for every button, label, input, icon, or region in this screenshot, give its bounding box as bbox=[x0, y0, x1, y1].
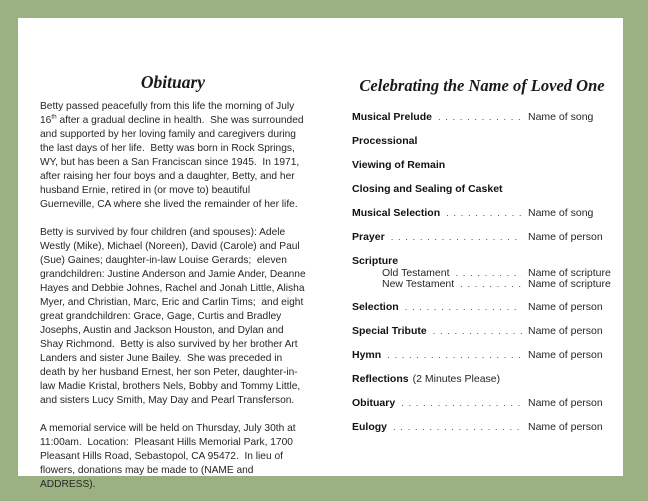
scripture-sub-value: Name of scripture bbox=[528, 267, 611, 279]
service-item-prayer bbox=[352, 232, 612, 243]
celebration-title: Celebrating the Name of Loved One bbox=[359, 76, 605, 95]
dot-leader bbox=[456, 268, 522, 279]
dot-leader bbox=[387, 350, 522, 361]
scripture-sub-value: Name of scripture bbox=[528, 278, 611, 290]
service-item-hymn bbox=[352, 350, 612, 361]
service-item-musical-selection bbox=[352, 208, 612, 219]
para1-text: Betty passed peacefully from this life the morning of July 16 bbox=[40, 101, 298, 126]
service-item-special-tribute bbox=[352, 326, 612, 337]
service-item-label: Obituary bbox=[352, 397, 396, 409]
service-item-scripture bbox=[352, 256, 612, 290]
dot-leader bbox=[391, 232, 522, 243]
service-item-closing-casket bbox=[352, 184, 612, 195]
dot-leader bbox=[433, 326, 522, 337]
service-item-label: Eulogy bbox=[352, 421, 388, 433]
service-item-label: Reflections bbox=[352, 373, 409, 385]
dot-leader bbox=[446, 208, 522, 219]
obituary-paragraph-2: Betty is survived by four children (and spouses): Adele Westly (Mike), Michael (Noreen), David (Carole) and Paul (Sue) Gaines; daughter-in-law Louise Gerards; eleven grandchildren: Justine Anderson and Jamie Ander, Deanne Hayes and Debbie Johnes, Rachel and Jonah Little, Alisha Myer, and Christian, Marc, Eric and Carlin Tims; and eight great grandchildren: Grace, Gage, Curtis and Bradley Josephs, Austin and Jackson Houston, and Dylan and Shay Richmond. Betty is also survived by her brother Art Landers and sister June Bailey. She was preceded in death by her husband Ernest, her son Peter, daughter-in-law Madie Kristal, brothers Nels, Bobby and Tommy Little, and sisters Lucy Smith, May Day and Pearl Transferson. bbox=[40, 227, 309, 406]
para1-text-cont: after a gradual decline in health. She was surrounded and supported by her loving family and caregivers during the last days of her life. Betty was born in Rock Springs, WY, but has been a San Franciscan since 1945. In 1971, after raising her four boys and a daughter, Betty, and her husband Ernie, retired in (or move to) beautiful Guerneville, CA where she lived the remainder of her life. bbox=[40, 115, 307, 210]
service-item-label: Selection bbox=[352, 301, 399, 313]
order-of-service-column bbox=[352, 76, 612, 476]
service-item-selection bbox=[352, 302, 612, 313]
service-item-label: Musical Selection bbox=[352, 207, 441, 219]
dot-leader bbox=[393, 422, 522, 433]
ordinal-superscript: th bbox=[51, 113, 57, 121]
dot-leader bbox=[460, 279, 522, 290]
service-item-reflections bbox=[352, 374, 612, 385]
service-item-label: Special Tribute bbox=[352, 325, 427, 337]
service-item-musical-prelude bbox=[352, 112, 612, 123]
dot-leader bbox=[405, 302, 522, 313]
service-item-eulogy bbox=[352, 422, 612, 433]
service-item-value: Name of person bbox=[528, 325, 603, 337]
service-item-value: Name of person bbox=[528, 349, 603, 361]
service-item-value: Name of song bbox=[528, 111, 594, 123]
service-item-viewing-of-remain bbox=[352, 160, 612, 171]
service-item-label: Hymn bbox=[352, 349, 382, 361]
scripture-sub-label: Old Testament bbox=[382, 267, 450, 279]
service-item-value: Name of person bbox=[528, 397, 603, 409]
obituary-column bbox=[40, 72, 309, 490]
service-item-label: Scripture bbox=[352, 255, 399, 267]
obituary-paragraph-1 bbox=[40, 100, 306, 212]
service-item-label: Closing and Sealing of Casket bbox=[352, 183, 503, 195]
service-item-label: Viewing of Remain bbox=[352, 159, 446, 171]
program-page bbox=[18, 18, 623, 490]
dot-leader bbox=[401, 398, 522, 409]
service-item-label: Prayer bbox=[352, 231, 385, 243]
service-item-obituary bbox=[352, 398, 612, 409]
service-item-label: Musical Prelude bbox=[352, 111, 432, 123]
obituary-paragraph-3: A memorial service will be held on Thursday, July 30th at 11:00am. Location: Pleasant Hills Memorial Park, 1700 Pleasant Hills Road, Sebastopol, CA 95472. In lieu of flowers, donations may be made to (NAME and ADDRESS). bbox=[40, 423, 299, 490]
service-item-processional bbox=[352, 136, 612, 147]
service-item-label: Processional bbox=[352, 135, 418, 147]
scripture-sub-label: New Testament bbox=[382, 278, 455, 290]
service-item-value: Name of person bbox=[528, 301, 603, 313]
scripture-new-testament bbox=[352, 279, 612, 290]
obituary-title: Obituary bbox=[140, 72, 206, 92]
dot-leader bbox=[438, 112, 522, 123]
service-item-note: (2 Minutes Please) bbox=[412, 373, 501, 385]
service-item-value: Name of person bbox=[528, 421, 603, 433]
service-item-value: Name of song bbox=[528, 207, 594, 219]
service-item-value: Name of person bbox=[528, 231, 603, 243]
